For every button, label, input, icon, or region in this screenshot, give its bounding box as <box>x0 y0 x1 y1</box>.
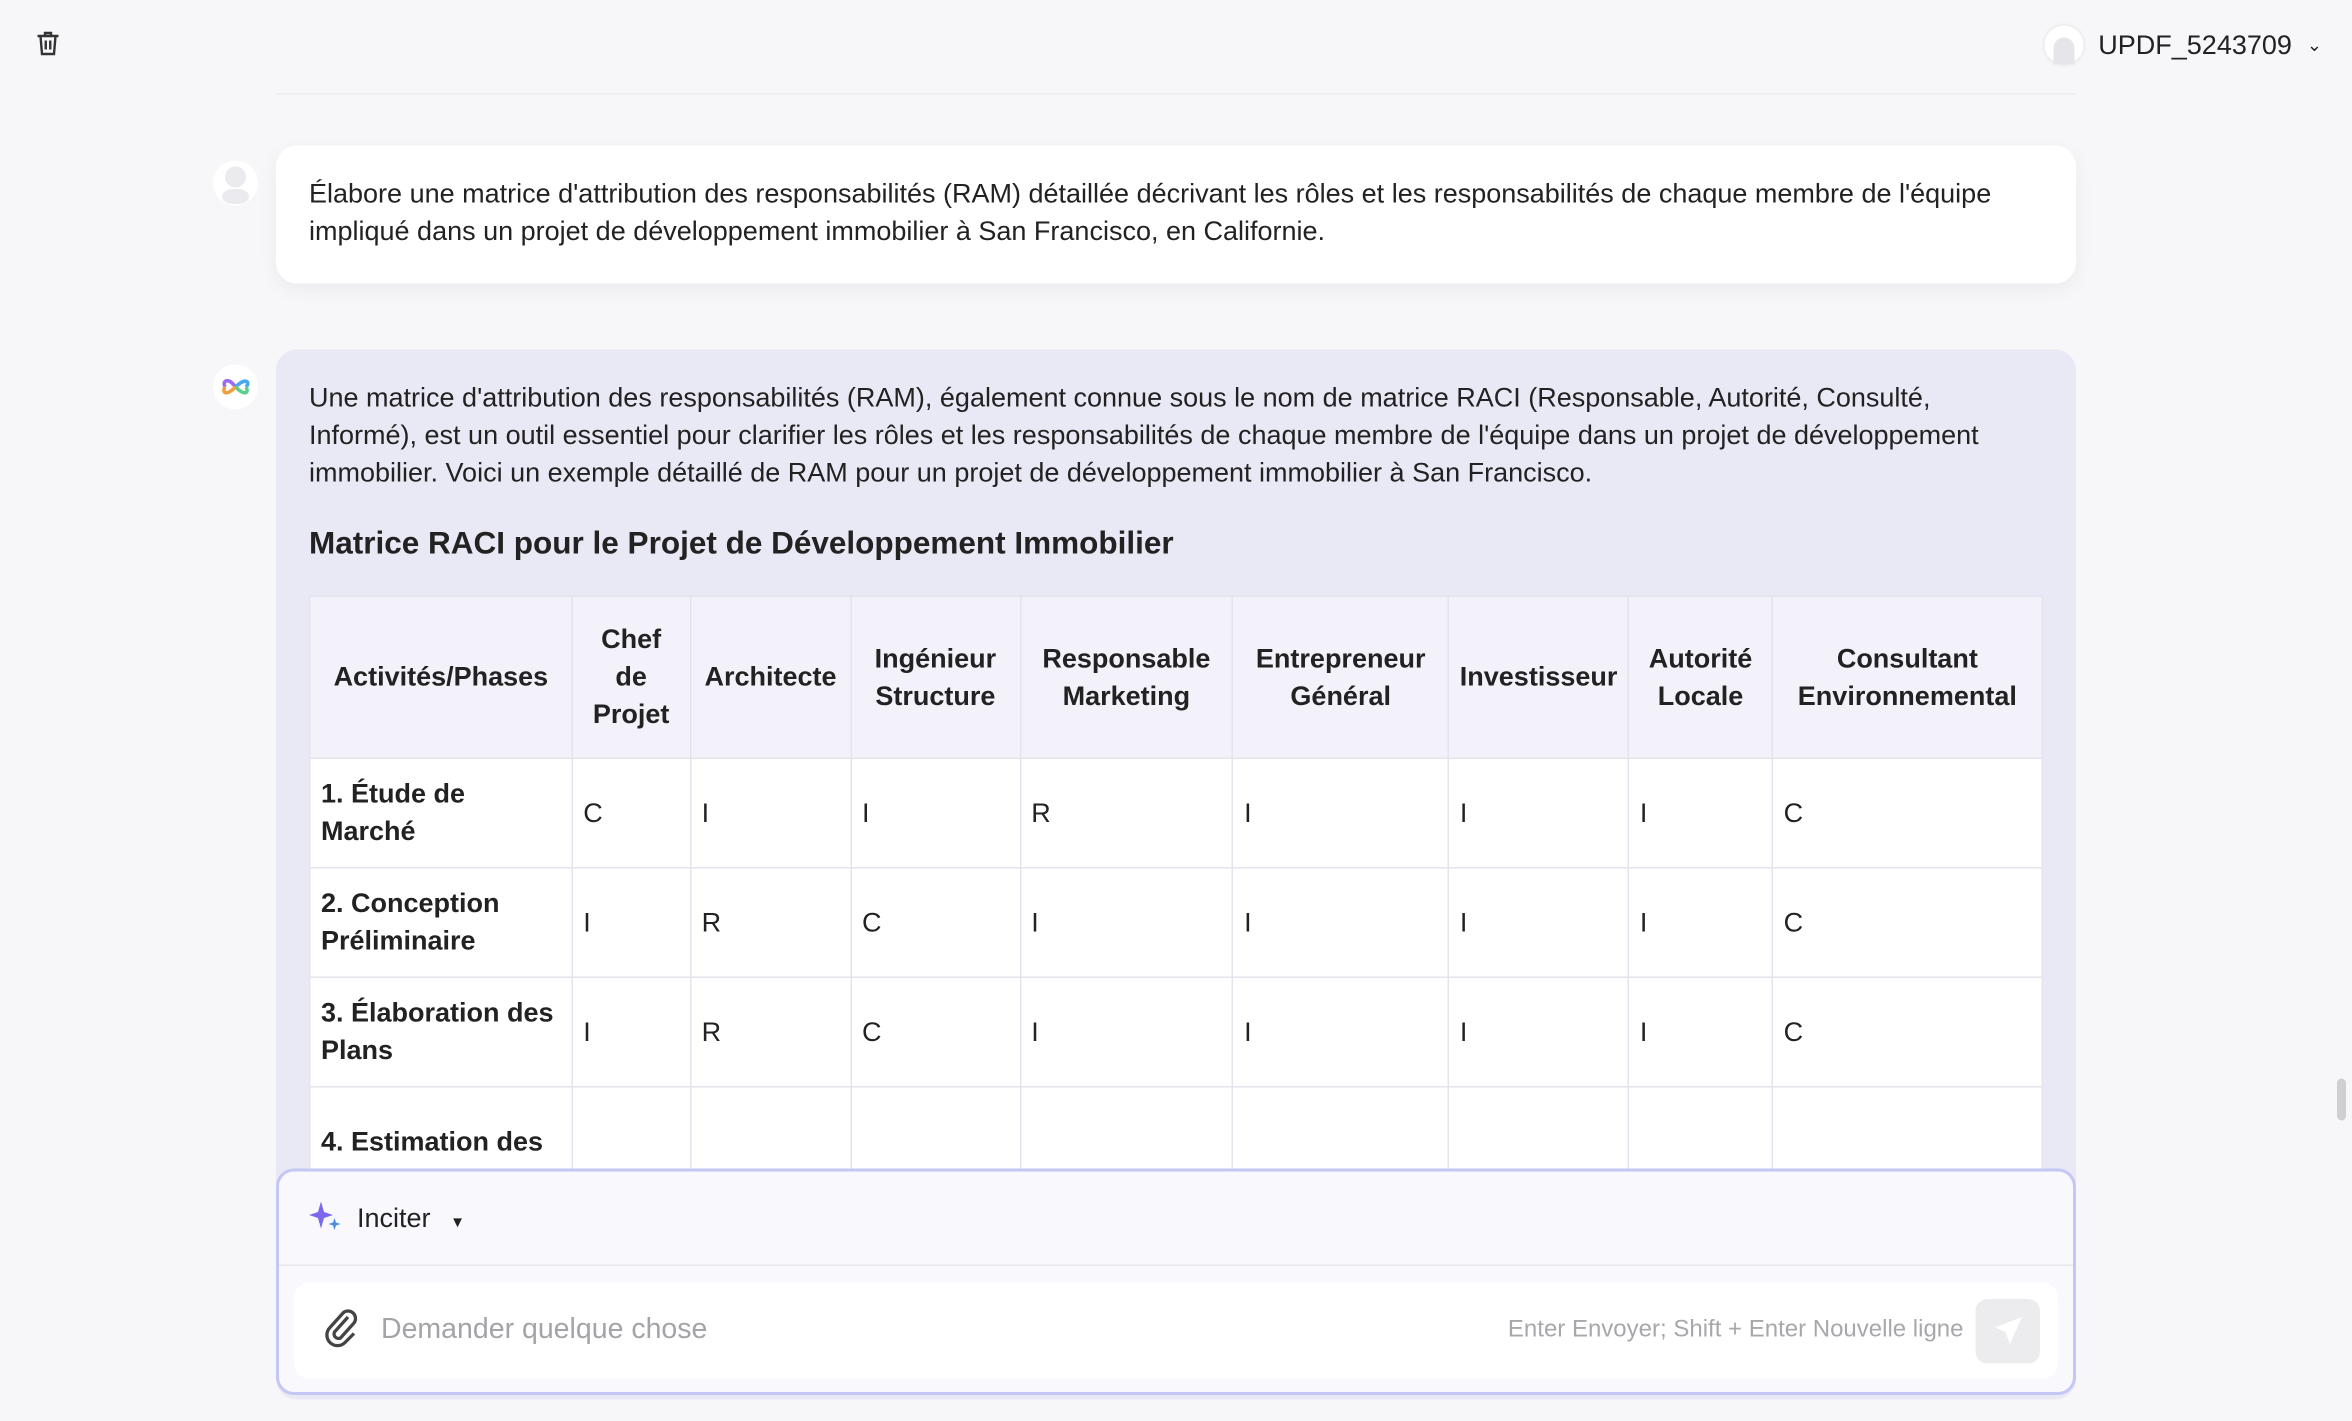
raci-cell: I <box>1020 868 1233 978</box>
activity-cell: 1. Étude de Marché <box>310 758 572 868</box>
chevron-down-icon: ⌄ <box>2306 34 2322 56</box>
raci-cell: I <box>1629 758 1773 868</box>
raci-cell: C <box>1772 977 2042 1087</box>
raci-cell: I <box>572 977 690 1087</box>
ai-logo-icon <box>213 365 258 410</box>
trash-icon[interactable] <box>33 29 63 59</box>
raci-cell: I <box>1449 868 1629 978</box>
raci-cell: I <box>851 758 1020 868</box>
ai-intro: Une matrice d'attribution des responsabilités (RAM), également connue sous le nom de matrice RACI (Responsable, Autorité, Consulté, Informé), est un outil essentiel pour clarifier les rôles et les responsabilités de chaque membre de l'équipe dans un projet de développement immobilier. Voici un exemple détaillé de RAM pour un projet de développement immobilier à San Francisco. <box>309 382 1979 488</box>
raci-cell: R <box>690 868 850 978</box>
column-header: Architecte <box>690 596 850 758</box>
raci-cell: C <box>1772 868 2042 978</box>
raci-cell: R <box>690 977 850 1087</box>
raci-cell: I <box>1629 977 1773 1087</box>
composer <box>276 1169 2076 1396</box>
scrollbar[interactable] <box>2337 1079 2346 1121</box>
column-header: Autorité Locale <box>1629 596 1773 758</box>
raci-cell: I <box>1020 977 1233 1087</box>
activity-cell: 4. Estimation des <box>310 1087 572 1197</box>
activity-cell: 2. Conception Préliminaire <box>310 868 572 978</box>
caret-down-icon: ▼ <box>450 1214 465 1231</box>
table-row <box>310 758 2043 868</box>
activity-cell: 3. Élaboration des Plans <box>310 977 572 1087</box>
raci-cell: I <box>1449 758 1629 868</box>
message-input[interactable]: Demander quelque chose <box>381 1314 708 1346</box>
raci-cell: R <box>1020 758 1233 868</box>
raci-table <box>309 596 2043 1198</box>
raci-cell: C <box>1772 758 2042 868</box>
user-message: Élabore une matrice d'attribution des responsabilités (RAM) détaillée décrivant les rôles et les responsabilités de chaque membre de l'équipe impliqué dans un projet de développement immobilier à San Francisco, en Californie. <box>276 146 2076 284</box>
username: UPDF_5243709 <box>2098 29 2292 60</box>
column-header: Chef de Projet <box>572 596 690 758</box>
table-row <box>310 868 2043 978</box>
mode-label: Inciter <box>357 1202 431 1233</box>
column-header: Entrepreneur Général <box>1233 596 1449 758</box>
raci-cell: C <box>572 758 690 868</box>
raci-cell: I <box>1629 868 1773 978</box>
table-row <box>310 977 2043 1087</box>
column-header: Activités/Phases <box>310 596 572 758</box>
ai-heading: Matrice RACI pour le Projet de Développement Immobilier <box>309 526 1174 561</box>
raci-cell: I <box>1233 758 1449 868</box>
raci-cell: I <box>1233 868 1449 978</box>
mode-selector[interactable] <box>357 1202 465 1234</box>
raci-cell: I <box>572 868 690 978</box>
raci-cell: I <box>1449 977 1629 1087</box>
column-header: Investisseur <box>1449 596 1629 758</box>
chat-thread[interactable] <box>0 96 2352 1156</box>
table-header-row <box>310 596 2043 758</box>
raci-cell: I <box>690 758 850 868</box>
raci-cell: C <box>851 868 1020 978</box>
column-header: Consultant Environnemental <box>1772 596 2042 758</box>
send-button[interactable] <box>1976 1298 2041 1363</box>
avatar <box>2044 26 2083 65</box>
paperclip-icon[interactable] <box>324 1307 360 1354</box>
user-avatar <box>213 161 258 206</box>
divider <box>276 93 2076 95</box>
account-menu[interactable] <box>2044 26 2322 65</box>
column-header: Responsable Marketing <box>1020 596 1233 758</box>
sparkle-icon <box>309 1198 342 1239</box>
raci-cell: C <box>851 977 1020 1087</box>
column-header: Ingénieur Structure <box>851 596 1020 758</box>
raci-cell: I <box>1233 977 1449 1087</box>
keyboard-hint: Enter Envoyer; Shift + Enter Nouvelle ligne <box>1507 1317 1964 1343</box>
